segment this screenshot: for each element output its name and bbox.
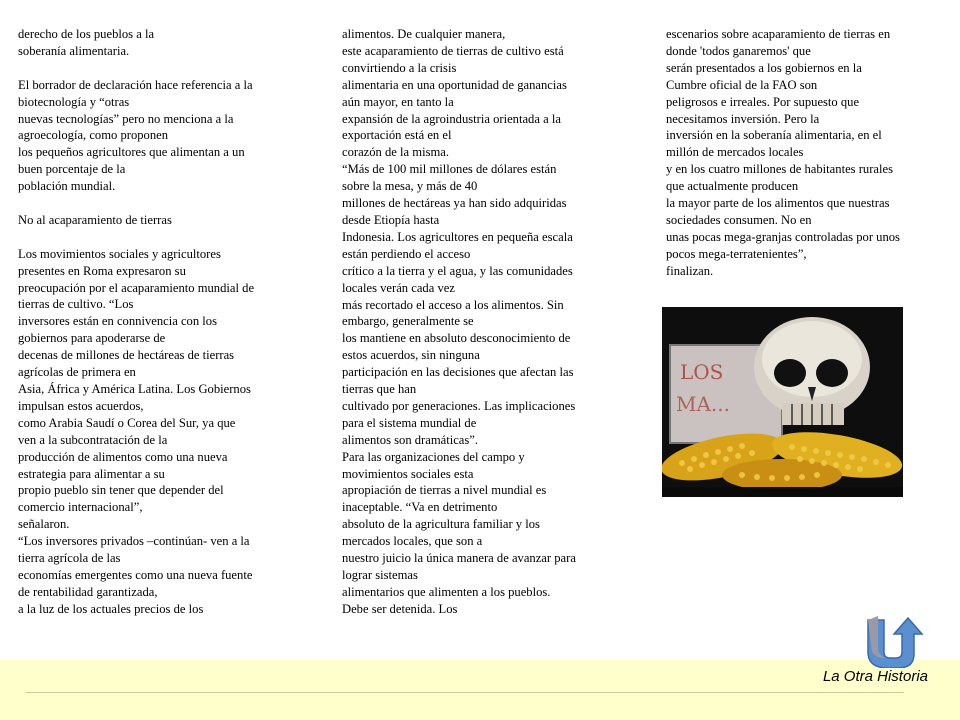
u-turn-arrow-icon (862, 612, 930, 668)
section-heading: No al acaparamiento de tierras (18, 212, 172, 227)
paragraph: derecho de los pueblos a la soberanía alimentaria. (18, 27, 155, 58)
wall-text-1: LOS (680, 360, 724, 384)
text-column-3 (666, 26, 956, 280)
skull-corn-illustration (662, 307, 903, 497)
footer-band (0, 660, 960, 720)
return-button[interactable] (862, 612, 930, 668)
paragraph: El borrador de declaración hace referencia a la biotecnología y “otras nuevas tecnologías” pero no menciona a la agroecología, como proponen los pequeños agricultores que alimentan a un buen porcentaje de la población mundial. (18, 77, 253, 194)
text-column-1 (18, 26, 308, 618)
footer-title: La Otra Historia (822, 668, 928, 685)
paragraph: Los movimientos sociales y agricultores presentes en Roma expresaron su preocupación por el acaparamiento mundial de tierras de cultivo. “Los inversores están en connivencia con los gobiernos para apoderarse de decenas de millones de hectáreas de tierras agrícolas de primera en Asia, África y América Latina. Los Gobiernos impulsan estos acuerdos, como Arabia Saudí o Corea del Sur, ya que ven a la subcontratación de la producción de alimentos como una nueva estrategia para alimentar a su propio pueblo sin tener que depender del comercio internacional”, señalaron. “Los inversores privados –continúan- ven a la tierra agrícola de las economías emergentes como una nueva fuente de rentabilidad garantizada, a la luz de los actuales precios de los (18, 246, 255, 616)
text-column-2 (342, 26, 632, 618)
paragraph: alimentos. De cualquier manera, este acaparamiento de tierras de cultivo está convirtiendo a la crisis alimentaria en una oportunidad de ganancias aún mayor, en tanto la expansión de la agroindustria orientada a la exportación está en el corazón de la misma. “Más de 100 mil millones de dólares están sobre la mesa, y más de 40 millones de hectáreas ya han sido adquiridas desde Etiopía hasta Indonesia. Los agricultores en pequeña escala están perdiendo el acceso crítico a la tierra y el agua, y las comunidades locales verán cada vez más recortado el acceso a los alimentos. Sin embargo, generalmente se los mantiene en absoluto desconocimiento de estos acuerdos, sin ninguna participación en las decisiones que afectan las tierras que han cultivado por generaciones. Las implicaciones para el sistema mundial de alimentos son dramáticas”. Para las organizaciones del campo y movimientos sociales esta apropiación de tierras a nivel mundial es inaceptable. “Va en detrimento absoluto de la agricultura familiar y los mercados locales, que son a nuestro juicio la única manera de avanzar para lograr sistemas alimentarios que alimenten a los pueblos. Debe ser detenida. Los (342, 27, 576, 616)
paragraph: escenarios sobre acaparamiento de tierras en donde 'todos ganaremos' que serán presentados a los gobiernos en la Cumbre oficial de la FAO son peligrosos e irreales. Por supuesto que necesitamos inversión. Pero la inversión en la soberanía alimentaria, en el millón de mercados locales y en los cuatro millones de habitantes rurales que actualmente producen la mayor parte de los alimentos que nuestras sociedades consumen. No en unas pocas mega-granjas controladas por unos pocos mega-terratenientes”, finalizan. (666, 27, 900, 278)
footer-divider (26, 692, 904, 693)
wall-text-2: MA... (676, 392, 730, 416)
